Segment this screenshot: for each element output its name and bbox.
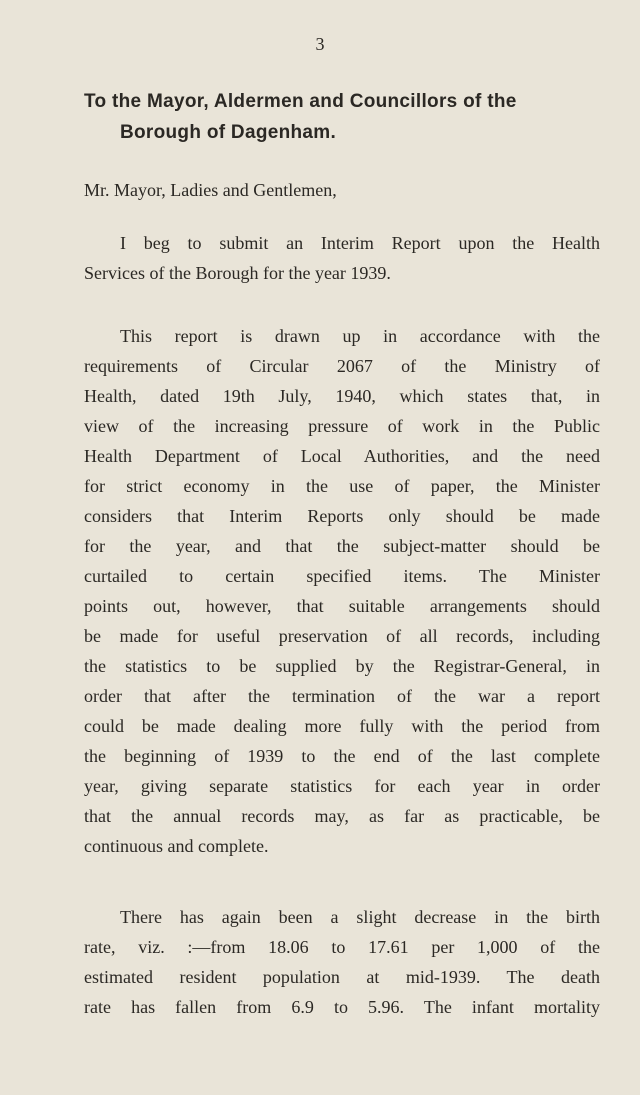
text-line: curtailed to certain specified items. The Minister [84,566,600,586]
text-line: the statistics to be supplied by the Registrar-General, in [84,656,600,676]
text-line: continuous and complete. [84,836,269,856]
text-line: rate has fallen from 6.9 to 5.96. The infant mortality [84,997,600,1017]
text-line: requirements of Circular 2067 of the Ministry of [84,356,600,376]
text-line: that the annual records may, as far as practicable, be [84,806,600,826]
text-line: Health, dated 19th July, 1940, which states that, in [84,386,600,406]
greeting: Mr. Mayor, Ladies and Gentlemen, [84,180,337,200]
text-line: the beginning of 1939 to the end of the last complete [84,746,600,766]
address-heading [84,86,594,148]
text-line: There has again been a slight decrease in the birth [120,907,600,927]
text-line: be made for useful preservation of all records, including [84,626,600,646]
text-line: for the year, and that the subject-matter should be [84,536,600,556]
text-line: could be made dealing more fully with the period from [84,716,600,736]
text-line: Services of the Borough for the year 1939. [84,263,391,283]
paragraph-birth-rate [84,902,600,1022]
text-line: considers that Interim Reports only should be made [84,506,600,526]
address-line: To the Mayor, Aldermen and Councillors of the [84,91,517,112]
paragraph-interim-report [84,228,600,288]
text-line: rate, viz. :—from 18.06 to 17.61 per 1,000 of the [84,937,600,957]
text-line: I beg to submit an Interim Report upon the Health [120,233,600,253]
text-line: estimated resident population at mid-1939. The death [84,967,600,987]
text-line: for strict economy in the use of paper, the Minister [84,476,600,496]
page-number: 3 [315,34,325,54]
address-line: Borough of Dagenham. [120,122,337,143]
text-line: This report is drawn up in accordance with the [120,326,600,346]
paragraph-circular [84,321,600,861]
text-line: points out, however, that suitable arrangements should [84,596,600,616]
text-line: view of the increasing pressure of work in the Public [84,416,600,436]
text-line: year, giving separate statistics for each year in order [84,776,600,796]
text-line: Health Department of Local Authorities, and the need [84,446,600,466]
text-line: order that after the termination of the war a report [84,686,600,706]
